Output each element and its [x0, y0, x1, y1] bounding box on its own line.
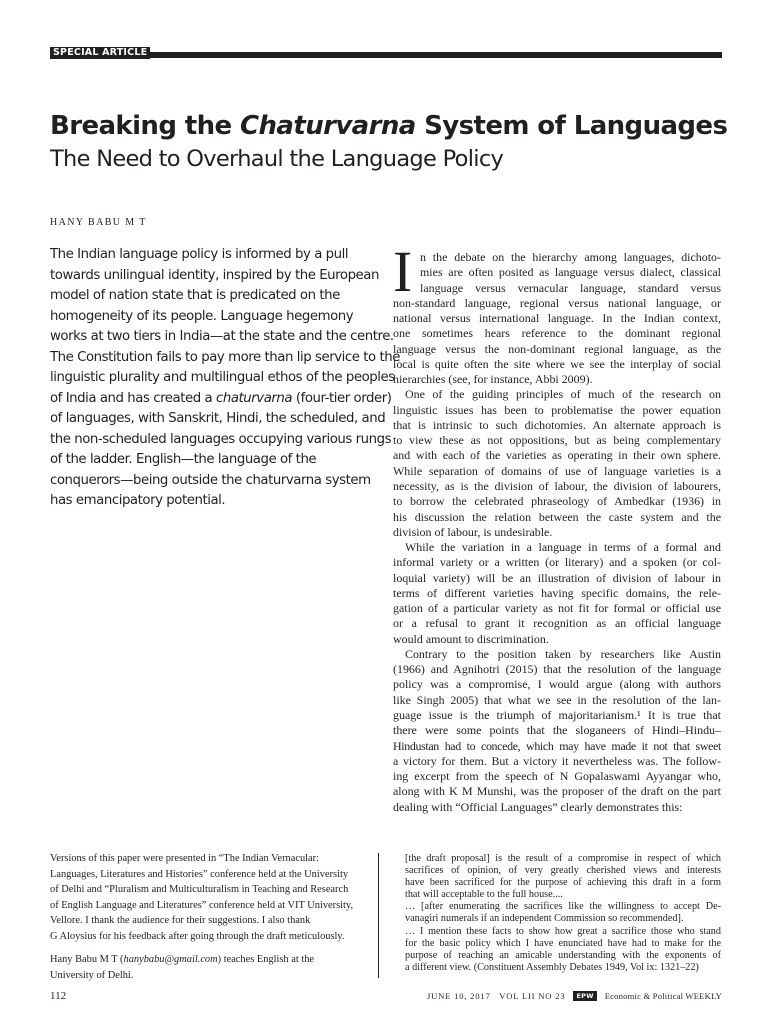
article-title: Breaking the Chaturvarna System of Languages [50, 111, 728, 141]
running-footer [427, 991, 722, 1001]
page-number: 112 [50, 990, 67, 1002]
epw-logo: EPW [573, 991, 596, 1001]
article-body: n the debate on the hierarchy among languages, dichoto- mies are often posited as language versus dialect, classical language versus vernacular language, standard versus non-standard language, regional versus national language, or national versus international language. In the Indian context, one sometimes hears reference to the dominant regional language versus the non-dominant regional language, as the local is quite often the site where we see the interplay of social hierarchies (see, for instance, Abbi 2009). One of the guiding principles of much of the research on linguistic issues has been to problematise the power equation that is intrinsic to such dichotomies. An alternate approach is to view these as not oppositions, but as being complementary and with each of the varieties as operating in their own sphere. While separation of domains of use of language varieties is a necessity, as is the division of labour, the division of labourers, to borrow the celebrated phraseology of Ambedkar (1936) in his discussion the relation between the caste system and the division of labour, is undesirable. While the variation in a language in terms of a formal and informal variety or a written (or literary) and a spoken (or col- loquial variety) will be an illustration of division of labour in terms of different varieties having specific domains, the rele- gation of a particular variety as not fit for formal or official use or a refusal to grant it recognition as an official language would amount to discrimination. Contrary to the position taken by researchers like Austin (1966) and Agnihotri (2015) that the resolution of the language policy was a compromise, I would argue (along with authors like Singh 2005) that what we see in the resolution of the lan- guage issue is the triumph of majoritarianism.¹ It is true that there were some points that the sloganeers of Hindi–Hindu– Hindustan had to concede, which may have made it not that sweet a victory for them. But a victory it nevertheless was. The follow- ing excerpt from the speech of N Gopalaswami Ayyangar who, along with K M Munshi, was the proposer of the draft on the part dealing with “Official Languages” clearly demonstrates this: [393, 250, 721, 814]
column-rule [378, 853, 379, 978]
author-email: hanybabu@gmail.com [123, 954, 218, 965]
article-subtitle: The Need to Overhaul the Language Policy [50, 146, 504, 172]
title-emphasis: Chaturvarna [240, 111, 416, 141]
abstract-emphasis: chaturvarna [215, 390, 293, 406]
block-quote: [the draft proposal] is the result of a compromise in respect of which sacrifices of opinion, of very greatly cherished views and interests have been sacrificed for the purpose of achieving this draft in a form that will acceptable to the full house.... … [after enumerating the sacrifices like the willingness to accept De- vanagiri numerals if an independent Commission so recommended]. … I mention these facts to show how great a sacrifice those who stand for the basic policy which I have enunciated have had to make for the purpose of reaching an amicable understanding with the exponents of a different view. (Constituent Assembly Debates 1949, Vol ix: 1321–22) [405, 853, 721, 973]
journal-name: Economic & Political WEEKLY [604, 991, 722, 1001]
section-tag [50, 47, 722, 59]
author-byline: HANY BABU M T [50, 217, 147, 228]
abstract: The Indian language policy is informed by a pull towards unilingual identity, inspired by the European model of nation state that is predicated on the homogeneity of its people. Language hegemony works at two tiers in India—at the state and the centre. The Constitution fails to pay more than lip service to the linguistic plurality and multilingual ethos of the peoples of India and has created a chaturvarna (four-tier order) of languages, with Sanskrit, Hindi, the scheduled, and the non-scheduled languages occupying various rungs of the ladder. English—the language of the conquerors—being outside the chaturvarna system has emancipatory potential. [50, 247, 400, 508]
drop-cap: I [393, 239, 413, 304]
section-label: SPECIAL ARTICLE [50, 47, 150, 59]
author-note: Versions of this paper were presented in “The Indian Vernacular: Languages, Literatures and Histories” conference held at the University of Delhi and “Pluralism and Multiculturalism in Teaching and Research of English Language and Literatures” conference held at VIT University, Vellore. I thank the audience for their suggestions. I also thank G Aloysius for his feedback after going through the draft meticulously. Hany Babu M T (hanybabu@gmail.com) teaches English at the University of Delhi. [50, 851, 380, 983]
section-rule [50, 52, 722, 58]
author-bio: Hany Babu M T (hanybabu@gmail.com) teaches English at the [50, 954, 315, 965]
issue-info: JUNE 10, 2017 VOL LII NO 23 [426, 991, 566, 1001]
